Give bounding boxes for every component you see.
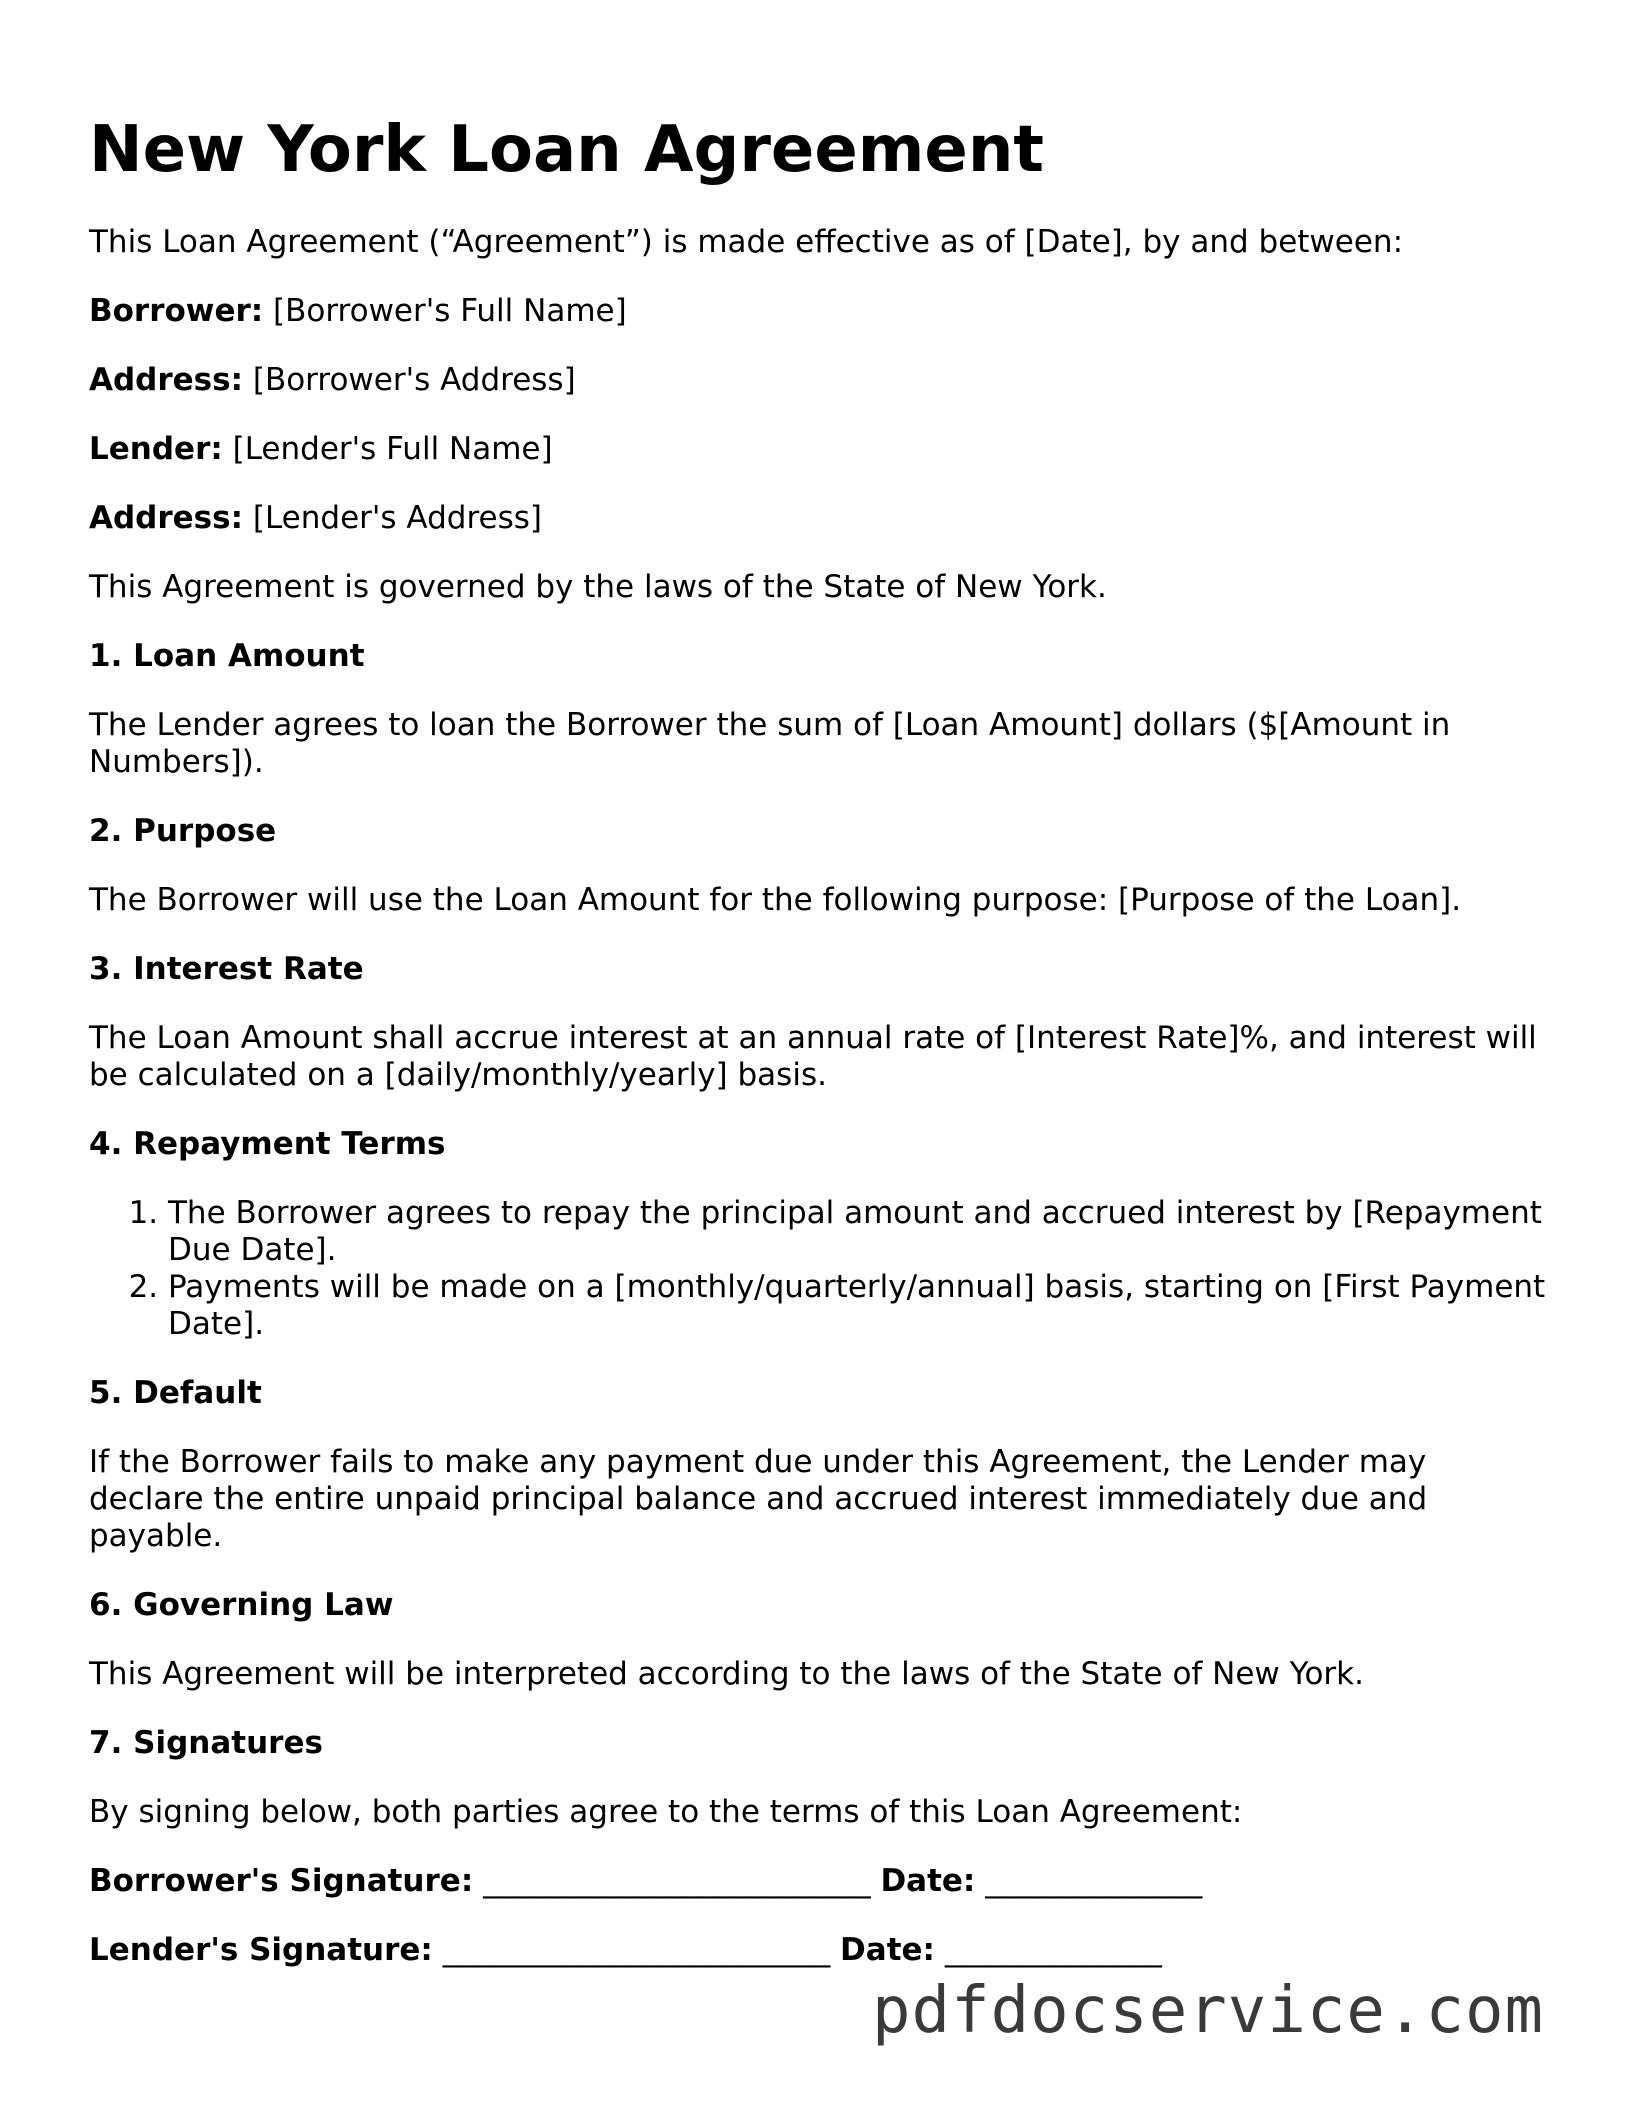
section-text-signatures: By signing below, both parties agree to the terms of this Loan Agreement:: [89, 1794, 1243, 1830]
section-heading-signatures: 7. Signatures: [89, 1725, 323, 1761]
lender-signature-field[interactable]: _________________________: [442, 1932, 831, 1968]
document-title: New York Loan Agreement: [89, 113, 1044, 187]
lender-signature-label: Lender's Signature:: [89, 1932, 433, 1968]
borrower-address-label: Address:: [89, 362, 243, 398]
watermark: pdfdocservice.com: [872, 1974, 1545, 2048]
section-heading-purpose: 2. Purpose: [89, 813, 277, 849]
borrower-name-value: [Borrower's Full Name]: [273, 293, 627, 329]
borrower-date-field[interactable]: ______________: [985, 1863, 1203, 1899]
section-text-loan-amount: The Lender agrees to loan the Borrower the sum of [Loan Amount] dollars ($[Amount in Numbers]).: [89, 707, 1451, 780]
borrower-address-value: [Borrower's Address]: [252, 362, 576, 398]
section-heading-law: 6. Governing Law: [89, 1587, 394, 1623]
borrower-signature-field[interactable]: _________________________: [483, 1863, 871, 1899]
lender-signature-line: [89, 1932, 1549, 1969]
lender-date-label: Date:: [840, 1932, 935, 1968]
lender-address-label: Address:: [89, 500, 243, 536]
section-heading-interest: 3. Interest Rate: [89, 951, 364, 987]
section-text-interest: The Loan Amount shall accrue interest at an annual rate of [Interest Rate]%, and interest will be calculated on a [daily/monthly/yearly] basis.: [89, 1020, 1537, 1093]
borrower-date-label: Date:: [880, 1863, 976, 1899]
intro-paragraph: This Loan Agreement (“Agreement”) is made effective as of [Date], by and between:: [89, 224, 1404, 260]
lender-label: Lender:: [89, 431, 223, 467]
section-text-law: This Agreement will be interpreted according to the laws of the State of New York.: [89, 1656, 1364, 1692]
section-heading-loan-amount: 1. Loan Amount: [89, 638, 365, 674]
section-text-purpose: The Borrower will use the Loan Amount for the following purpose: [Purpose of the Loan].: [89, 882, 1462, 918]
borrower-address-line: [89, 362, 1549, 399]
borrower-label: Borrower:: [89, 293, 264, 329]
lender-name-line: [89, 431, 1549, 468]
borrower-signature-line: [89, 1863, 1549, 1900]
lender-address-value: [Lender's Address]: [252, 500, 542, 536]
repayment-item: 1. The Borrower agrees to repay the principal amount and accrued interest by [Repayment Due Date].: [168, 1195, 1549, 1269]
governed-statement: This Agreement is governed by the laws of the State of New York.: [89, 569, 1107, 605]
section-text-default: If the Borrower fails to make any payment due under this Agreement, the Lender may declare the entire unpaid principal balance and accrued interest immediately due and payable.: [89, 1444, 1428, 1554]
lender-date-field[interactable]: ______________: [944, 1932, 1162, 1968]
section-heading-repayment: 4. Repayment Terms: [89, 1126, 446, 1162]
repayment-item: 2. Payments will be made on a [monthly/quarterly/annual] basis, starting on [First Payment Date].: [168, 1269, 1549, 1343]
repayment-list: [89, 1195, 1549, 1343]
lender-name-value: [Lender's Full Name]: [232, 431, 553, 467]
borrower-signature-label: Borrower's Signature:: [89, 1863, 474, 1899]
section-heading-default: 5. Default: [89, 1375, 262, 1411]
lender-address-line: [89, 500, 1549, 537]
borrower-name-line: [89, 293, 1549, 330]
document-page: [89, 112, 1549, 2001]
